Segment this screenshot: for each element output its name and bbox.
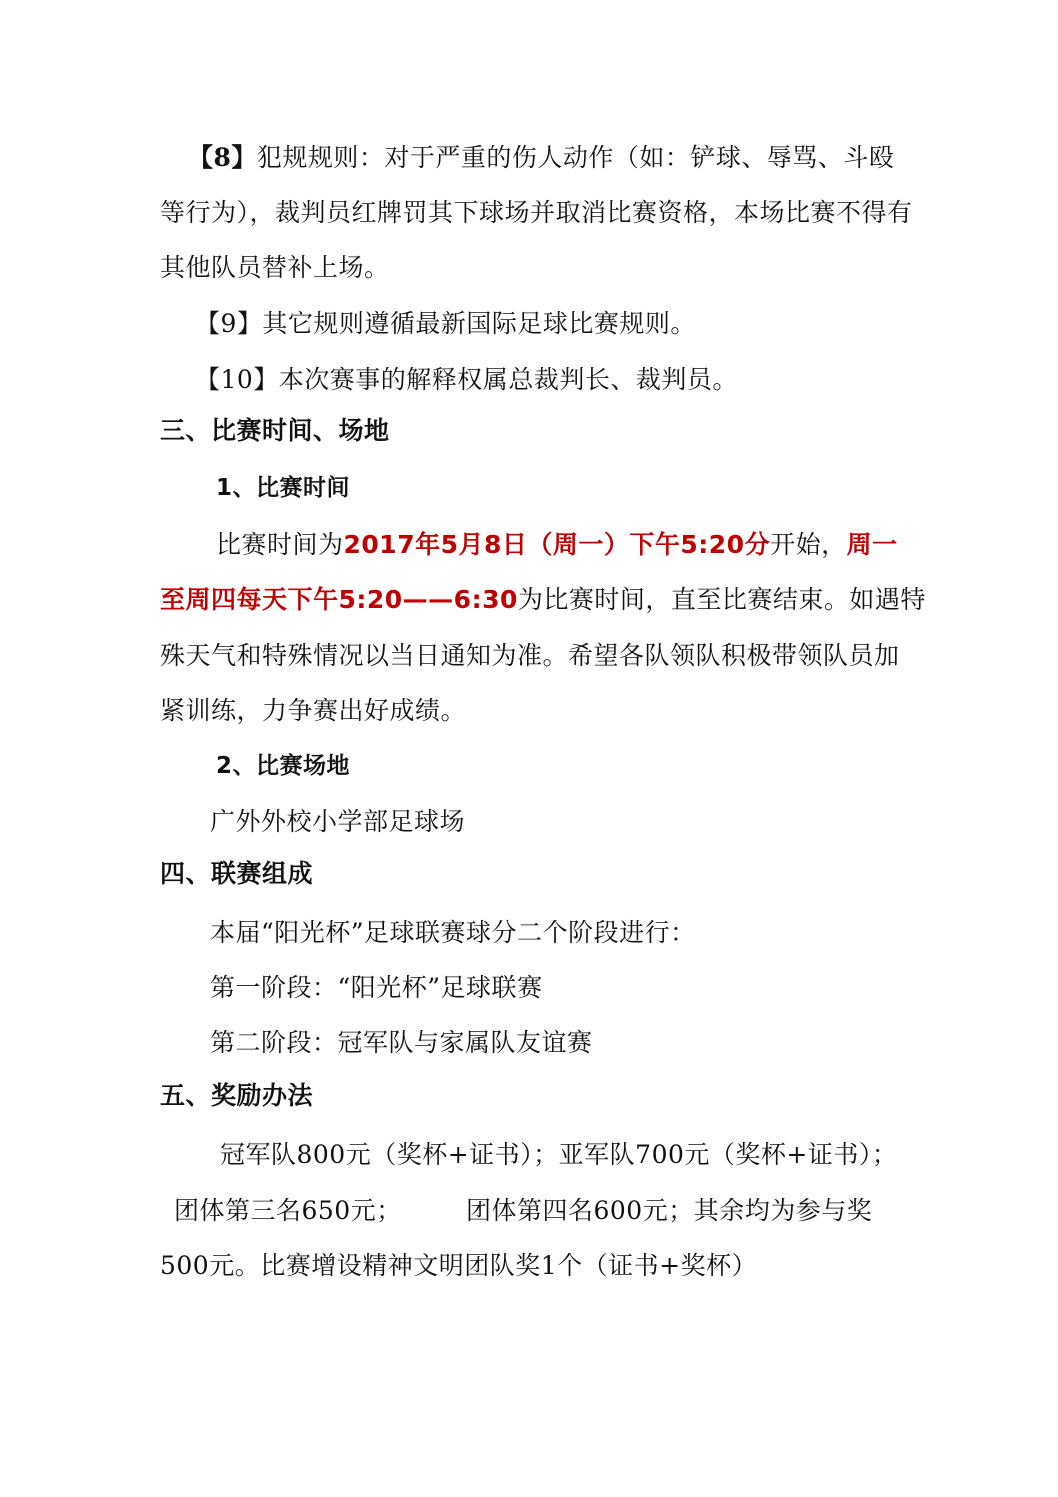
rule-8-line-2: 等行为），裁判员红牌罚其下球场并取消比赛资格，本场比赛不得有 xyxy=(160,198,913,227)
league-stage-2: 第二阶段：冠军队与家属队友谊赛 xyxy=(210,1028,593,1057)
start-date: 2017年5月8日（周一）下午5:20分 xyxy=(343,530,771,559)
rule-8-tag: 【8】 xyxy=(188,143,257,172)
section-4-heading: 四、联赛组成 xyxy=(160,859,314,888)
section-3-sub-venue: 2、比赛场地 xyxy=(216,753,351,779)
rule-8-text: 犯规规则：对于严重的伤人动作（如：铲球、辱骂、斗殴 xyxy=(256,143,895,172)
section-3-heading: 三、比赛时间、场地 xyxy=(160,416,390,445)
time-prefix: 比赛时间为 xyxy=(216,530,344,559)
time-paragraph-line-3: 殊天气和特殊情况以当日通知为准。希望各队领队积极带领队员加 xyxy=(160,641,900,670)
days-range: 至周四每天下午5:20——6:30 xyxy=(160,585,518,614)
rule-8-line-1 xyxy=(188,140,894,176)
award-line-1: 冠军队800元（奖杯+证书）；亚军队700元（奖杯+证书）； xyxy=(220,1140,898,1169)
rule-10: 【10】本次赛事的解释权属总裁判长、裁判员。 xyxy=(195,365,738,394)
league-intro: 本届“阳光杯”足球联赛球分二个阶段进行： xyxy=(210,918,696,947)
time-paragraph-line-1 xyxy=(216,527,898,563)
time-suffix: 为比赛时间，直至比赛结束。如遇特 xyxy=(517,585,926,614)
time-mid: 开始， xyxy=(770,530,847,559)
time-paragraph-line-2 xyxy=(160,582,926,618)
time-paragraph-line-4: 紧训练，力争赛出好成绩。 xyxy=(160,696,467,725)
league-stage-1: 第一阶段：“阳光杯”足球联赛 xyxy=(210,973,543,1002)
award-line-2b: 团体第四名600元；其余均为参与奖 xyxy=(466,1196,873,1225)
venue-text: 广外外校小学部足球场 xyxy=(210,807,466,836)
award-line-3: 500元。比赛增设精神文明团队奖1个（证书+奖杯） xyxy=(160,1251,758,1280)
section-5-heading: 五、奖励办法 xyxy=(160,1081,314,1110)
section-3-sub-time: 1、比赛时间 xyxy=(216,475,351,501)
rule-8-line-3: 其他队员替补上场。 xyxy=(160,253,390,282)
rule-9: 【9】其它规则遵循最新国际足球比赛规则。 xyxy=(195,309,696,338)
award-line-2a: 团体第三名650元； xyxy=(174,1196,402,1225)
days-range-start: 周一 xyxy=(846,530,898,559)
